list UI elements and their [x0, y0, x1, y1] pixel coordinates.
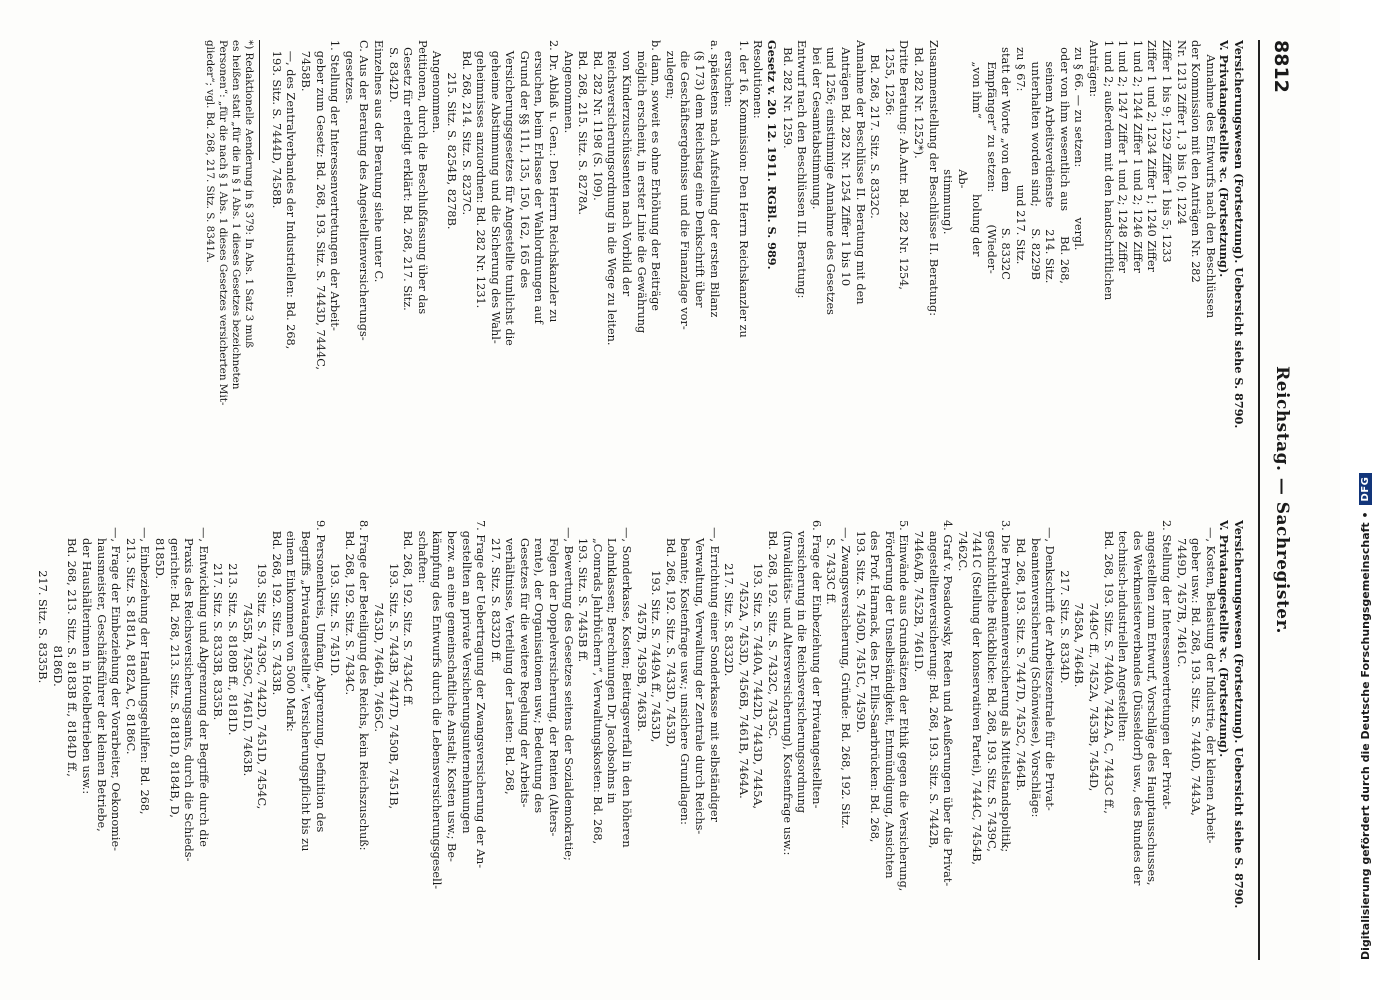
index-line: seinem Arbeitsverdienste 214. Sitz. [1043, 40, 1057, 284]
index-line: Bd. 268, 193. Sitz. S. 7447D, 7452C, 7464B. [1014, 520, 1028, 792]
index-line: Annahme des Entwurfs nach den Beschlüssen [1203, 40, 1217, 319]
index-line: Gesetz v. 20. 12. 1911. RGBl. S. 989. [765, 40, 779, 270]
index-line: des Prof. Harnack, des Dr. Ellis-Saarbrücken: Bd. 268, [868, 520, 882, 843]
index-line: 7441C (Stellung der konservativen Partei), 7444C, 7454B, [970, 520, 984, 866]
dfg-logo: DFG [1359, 473, 1372, 506]
index-line: 7449D, 7457B, 7461C. [1174, 520, 1188, 668]
footnote-line: glieder“; vgl. Bd. 268, 217. Sitz. S. 8341A. [204, 40, 217, 263]
index-line: Anträgen Bd. 282 Nr. 1254 Ziffer 1 bis 10 [838, 40, 852, 287]
index-line: Entwurf nach den Beschlüssen III. Beratung: [795, 40, 809, 299]
index-line: 7452A, 7453D, 7456B, 7461B, 7464A. [736, 520, 750, 799]
index-line: —, des Zentralverbandes der Industriellen: Bd. 268, [284, 40, 298, 350]
digitization-note [1355, 40, 1375, 960]
index-line: stimmung). [941, 40, 955, 235]
index-line: die Geschäftsergebnisse und die Finanzlage vor- [678, 40, 692, 330]
page-number: 8812 [1270, 40, 1292, 93]
index-line: versicherung in die Reichsversicherungsordnung [795, 520, 809, 814]
index-line: —, Einbeziehung der Handlungsgehilfen: Bd. 268, [138, 520, 152, 815]
index-line: Resolutionen: [751, 40, 765, 119]
index-line: 6. Frage der Einbeziehung der Privatangestellten- [809, 520, 823, 809]
index-line: 7449C ff., 7452A, 7453B, 7454D, [1087, 520, 1101, 792]
index-line: Gesetz für erledigt erklärt: Bd. 268, 217. Sitz. [401, 40, 415, 311]
index-line: zu § 67: und 217. Sitz. [1014, 40, 1028, 265]
index-line: —, Kosten, Belastung der Industrie, der kleinen Arbeit- [1203, 520, 1217, 844]
index-line: angestellten zum Entwurf, Vorschläge des Hauptausschusses, [1145, 520, 1159, 886]
index-line: gesetzes. [342, 40, 356, 104]
index-line: 213. Sitz. S. 8181A, 8182A, C, 8186C. [123, 520, 137, 755]
index-line: Bd. 268, 192. Sitz. S. 7433D, 7453D, [663, 520, 677, 748]
index-line: 8. Frage der Beteiligung des Reichs, kein Reichszuschuß: [357, 520, 371, 851]
index-line: 2. Stellung der Interessenvertretungen der Privat- [1160, 520, 1174, 810]
index-line: hausmeister, Geschäftsführer der kleinen Betriebe, [94, 520, 108, 832]
index-line: geheimnisses anzuordnen: Bd. 282 Nr. 1231. [474, 40, 488, 309]
index-line: des Werkmeisterverbandes (Düsseldorf) usw., des Bundes der [1130, 520, 1144, 886]
index-line: 8185D. [153, 520, 167, 579]
index-line: b. dann, soweit es ohne Erhöhung der Beiträge [649, 40, 663, 311]
index-line: 193. Sitz. S. 7439C, 7442D, 7451D, 7454C, [255, 520, 269, 810]
index-line: 8186D. [50, 520, 64, 687]
index-line: 217. Sitz. S. 8332D ff. [488, 520, 502, 663]
index-line: unterhalten worden sind; S. 8229B [1028, 40, 1042, 280]
index-line: Bd. 268, 215. Sitz. S. 8278A. [576, 40, 590, 216]
right-column-lines [35, 520, 1246, 960]
index-line: Bd. 268, 213. Sitz. S. 8183B ff., 8184D ff., [65, 520, 79, 777]
index-line: Bd. 268, 192. Sitz. S. 7434C. [342, 520, 356, 696]
footnote-line: Personen“: „für die nach § 1 Abs. 1 dieses Gesetzes versicherten Mit- [217, 40, 230, 406]
index-line: Bd. 268, 192. Sitz. S. 7434C ff. [401, 520, 415, 707]
digitization-note-text: Digitalisierung gefördert durch die Deutsche Forschungsgemeinschaft • [1358, 511, 1372, 960]
running-head: Reichstag. — Sachregister. [1272, 366, 1292, 634]
footnote [203, 40, 255, 480]
index-line: V. Privatangestellte ꝛc. (Fortsetzung). [1217, 520, 1232, 758]
index-line: 1. Stellung der Interessenvertretungen der Arbeit- [328, 40, 342, 331]
index-line: statt der Worte „von dem S. 8332C [999, 40, 1013, 280]
index-line: geber usw.: Bd. 268, 193. Sitz. S. 7440D, 7443A, [1189, 520, 1203, 817]
index-line: gestellten an private Versicherungsunternehmungen [459, 520, 473, 834]
footnote-line: es heißen statt „für die in § 1 Abs. 1 dieses Gesetzes bezeichneten [230, 40, 243, 390]
index-line: Empfänger“ zu setzen: (Wieder- [984, 40, 998, 274]
index-line: Petitionen, durch die Beschlußfassung über das [415, 40, 429, 315]
index-line: 193. Sitz. S. 7449A ff., 7453D, [649, 520, 663, 743]
index-line: 193. Sitz. S. 7444D, 7458B. [269, 40, 283, 209]
index-line: 7458A, 7464B. [1072, 520, 1086, 688]
index-line: Versicherungswesen (Fortsetzung). Uebersicht siehe S. 8790. [1232, 40, 1246, 429]
index-line: 217. Sitz. S. 8333B, 8335B. [211, 520, 225, 721]
index-line: „Conrads Jahrbüchern“, Verwaltungskosten: Bd. 268, [590, 520, 604, 845]
index-line: 9. Personenkreis, Umfang, Abgrenzung, Definition des [313, 520, 327, 833]
index-line: 217. Sitz. S. 8335B. [36, 520, 50, 684]
index-line: 7453D, 7464B, 7465C. [371, 520, 385, 732]
index-line: S. 8342D. [386, 40, 400, 103]
index-line: oder von ihm wesentlich aus Bd. 268, [1057, 40, 1071, 285]
index-line: bezw. an eine gemeinschaftliche Anstalt; Kosten usw.; Be- [444, 520, 458, 862]
index-line: (§ 173) dem Reichstag eine Denkschrift über [693, 40, 707, 308]
index-line: Gesetzes für die weitere Regelung der Arbeits- [517, 520, 531, 808]
index-line: Einzelnes aus der Beratung siehe unter C. [371, 40, 385, 283]
footnote-rule [259, 40, 260, 160]
index-line: 1 und 2; außerdem mit den handschriftlichen [1101, 40, 1115, 301]
index-line: Bd. 282 Nr. 1198 (S. 109). [590, 40, 604, 201]
index-line: 7446A/B, 7452B, 7461D. [911, 520, 925, 673]
index-line: a. spätestens nach Aufstellung der ersten Bilanz [707, 40, 721, 318]
index-line: Ab- [955, 40, 969, 189]
index-line: Bd. 268, 214. Sitz. S. 8237C. [459, 40, 473, 216]
index-line: bei der Gesamtabstimmung. [809, 40, 823, 210]
index-line: Bd. 268, 217. Sitz. S. 8332C. [868, 40, 882, 219]
index-line: Angenommen. [561, 40, 575, 134]
index-line: Reichsversicherungsordnung in die Wege zu leiten. [605, 40, 619, 346]
index-line: —, Errichtung einer Sonderkasse mit selbständiger [707, 520, 721, 822]
index-line: 217. Sitz. S. 8332D. [722, 520, 736, 677]
index-line: 217. Sitz. S. 8334D. [1057, 520, 1071, 684]
index-line: 193. Sitz. S. 7451D. [328, 520, 342, 677]
index-line: Anträgen: [1087, 40, 1101, 98]
index-line: 1. der 16. Kommission: Den Herrn Reichskanzler zu [736, 40, 750, 338]
index-line: Nr. 1213 Ziffer 1, 3 bis 10; 1224 [1174, 40, 1188, 225]
index-line: —, Bewertung des Gesetzes seitens der Sozialdemokratie; [561, 520, 575, 861]
index-line: 215. Sitz. S. 8254B, 8278B. [444, 40, 458, 230]
index-line: verhältnisse, Verteilung der Lasten: Bd. 268, [503, 520, 517, 795]
index-line: Förderung der Unselbständigkeit, Entmündigung, Ansichten [882, 520, 896, 879]
index-line: schaften: [415, 520, 429, 584]
index-line: —, Denkschrift der Arbeitszentrale für die Privat- [1043, 520, 1057, 811]
index-line: Lohnklassen; Berechnungen Dr. Jacobsohns in [605, 520, 619, 804]
index-line: rente), der Organisationen usw.; Bedeutung des [532, 520, 546, 814]
index-line: und 1256; einstimmige Annahme des Gesetzes [824, 40, 838, 315]
index-line: V. Privatangestellte ꝛc. (Fortsetzung). [1217, 40, 1232, 278]
index-line: beamtenversicherung (Schönwiese), Vorschläge: [1028, 520, 1042, 818]
index-line: geber zum Gesetz: Bd. 268, 193. Sitz. S. 7443D, 7444C, [313, 40, 327, 371]
index-line: (Invaliditäts- und Altersversicherung), Kostenfrage usw.: [780, 520, 794, 856]
index-line: Ziffer 1 bis 9; 1229 Ziffer 1 bis 5; 1233 [1160, 40, 1174, 263]
index-line: gerichte: Bd. 268, 213. Sitz. S. 8181D, 8184B, D, [167, 520, 181, 818]
index-line: 1 und 2; 1244 Ziffer 1 und 2; 1246 Ziffer [1130, 40, 1144, 273]
index-line: Versicherungsgesetzes für Angestellte tunlichst die [503, 40, 517, 346]
index-line: geheime Abstimmung und die Sicherung des Wahl- [488, 40, 502, 344]
index-line: angestelltenversicherung: Bd. 268, 193. Sitz. S. 7442B, [926, 520, 940, 849]
index-line: 193. Sitz. S. 7450D, 7451C, 7459D. [853, 520, 867, 733]
index-line: 4. Graf v. Posadowsky, Reden und Aeußerungen über die Privat- [941, 520, 955, 887]
footnote-line: *) Redaktionelle Aenderung in § 379: In Abs. 1 Satz 3 muß [243, 40, 256, 349]
index-line: Versicherungswesen (Fortsetzung). Uebersicht siehe S. 8790. [1232, 520, 1246, 909]
index-line: 213. Sitz. S. 8180B ff., 8181D. [226, 520, 240, 736]
index-line: kämpfung des Entwurfs durch die Lebensversicherungsgesell- [430, 520, 444, 890]
index-line: —, Sonderkasse, Kosten; Beitragsverfall in den höheren [620, 520, 634, 848]
index-line: Bd. 282 Nr. 1252*). [911, 40, 925, 159]
index-line: ersuchen: [722, 40, 736, 108]
right-column [26, 520, 1246, 960]
left-column-lines [268, 40, 1246, 480]
page-header [1258, 40, 1300, 960]
index-line: 193. Sitz. S. 7445B ff. [576, 520, 590, 663]
index-line: Bd. 268, 193. Sitz. S. 7440A, 7442A, C, 7443C ff., [1101, 520, 1115, 814]
index-line: möglich erscheint, in erster Linie die Gewährung [634, 40, 648, 334]
index-line: 7462C. [955, 520, 969, 572]
index-line: —, Entwicklung und Abgrenzung der Begriffe durch die [196, 520, 210, 847]
index-line: Angenommen. [430, 40, 444, 134]
index-line: Grund der §§ 111, 135, 150, 162, 165 des [517, 40, 531, 289]
index-line: von Kinderzuschüssenten nach Vorbild der [620, 40, 634, 297]
index-line: „von ihm“ holung der [970, 40, 984, 257]
index-line: zu § 66. — zu setzen: vergl. [1072, 40, 1086, 251]
index-line: Dritte Beratung: Ab.Antr. Bd. 282 Nr. 1254, [897, 40, 911, 290]
index-line: geschichtliche Rückblicke: Bd. 268, 193. Sitz. S. 7439C, [984, 520, 998, 852]
index-line: —, Frage der Einbeziehung der Vorarbeiter, Oekonomie- [109, 520, 123, 851]
index-line: Bd. 268, 192. Sitz. S. 7433B. [269, 520, 283, 696]
index-line: Folgen der Doppelversicherung, der Renten (Alters- [547, 520, 561, 837]
index-line: 1 und 2; 1247 Ziffer 1 und 2; 1248 Ziffer [1116, 40, 1130, 273]
index-line: —, Zwangsversicherung, Gründe: Bd. 268, 192. Sitz. [838, 520, 852, 829]
index-line: 7. Frage der Uebertragung der Zwangsversicherung der An- [474, 520, 488, 869]
index-line: Praxis des Reichsversicherungsamts, durch die Schieds- [182, 520, 196, 862]
index-line: der Kommission mit den Anträgen Nr. 282 [1189, 40, 1203, 283]
index-line: beamte; Kostenfrage usw.; unsichere Grundlagen: [678, 520, 692, 825]
index-line: Bd. 268, 192. Sitz. S. 7432C, 7435C. [766, 520, 779, 740]
index-line: 3. Die Privatbeamtenversicherung als Mittelstandspolitik; [999, 520, 1013, 853]
index-line: 193. Sitz. S. 7440A, 7442D, 7443D, 7445A, [751, 520, 765, 810]
index-line: Zusammenstellung der Beschlüsse II. Beratung: [926, 40, 940, 317]
index-line: 1255, 1256: [882, 40, 896, 116]
index-line: 193. Sitz. S. 7443B, 7447D, 7450B, 7451B, [386, 520, 400, 810]
index-line: 7458B. [299, 40, 312, 92]
left-column [26, 40, 1246, 480]
index-line: 7455B, 7459C, 7461D, 7463B. [240, 520, 254, 777]
index-line: Verwaltung, Verwaltung der Zentrale durch Reichs- [693, 520, 707, 835]
index-line: zulegen; [663, 40, 677, 100]
index-line: 2. Dr. Ablaß u. Gen.: Den Herrn Reichskanzler zu [547, 40, 561, 323]
index-line: Begriffs „Privatangestellte“, Versicherungspflicht bis zu [299, 520, 312, 852]
index-line: Bd. 282 Nr. 1259. [780, 40, 794, 149]
index-line: C. Aus der Beratung des Angestelltenversicherungs- [357, 40, 371, 341]
index-line: Ziffer 1 und 2; 1234 Ziffer 1; 1240 Ziffer [1145, 40, 1159, 272]
index-line: der Haushälterinnen in Hotelbetrieben usw.: [80, 520, 94, 795]
index-line: 5. Einwände aus Grundsätzen der Ethik gegen die Versicherung, [897, 520, 911, 892]
index-line: ersuchen, beim Erlasse der Wahlordnungen auf [532, 40, 546, 324]
index-line: Annahme der Beschlüsse II. Beratung mit den [853, 40, 867, 305]
index-line: 7457B, 7459B, 7463B. [634, 520, 648, 732]
index-line: einem Einkommen von 5000 Mark: [284, 520, 298, 732]
index-line: S. 7433C ff. [824, 520, 838, 605]
index-line: technisch-industriellen Angestellten: [1116, 520, 1130, 742]
